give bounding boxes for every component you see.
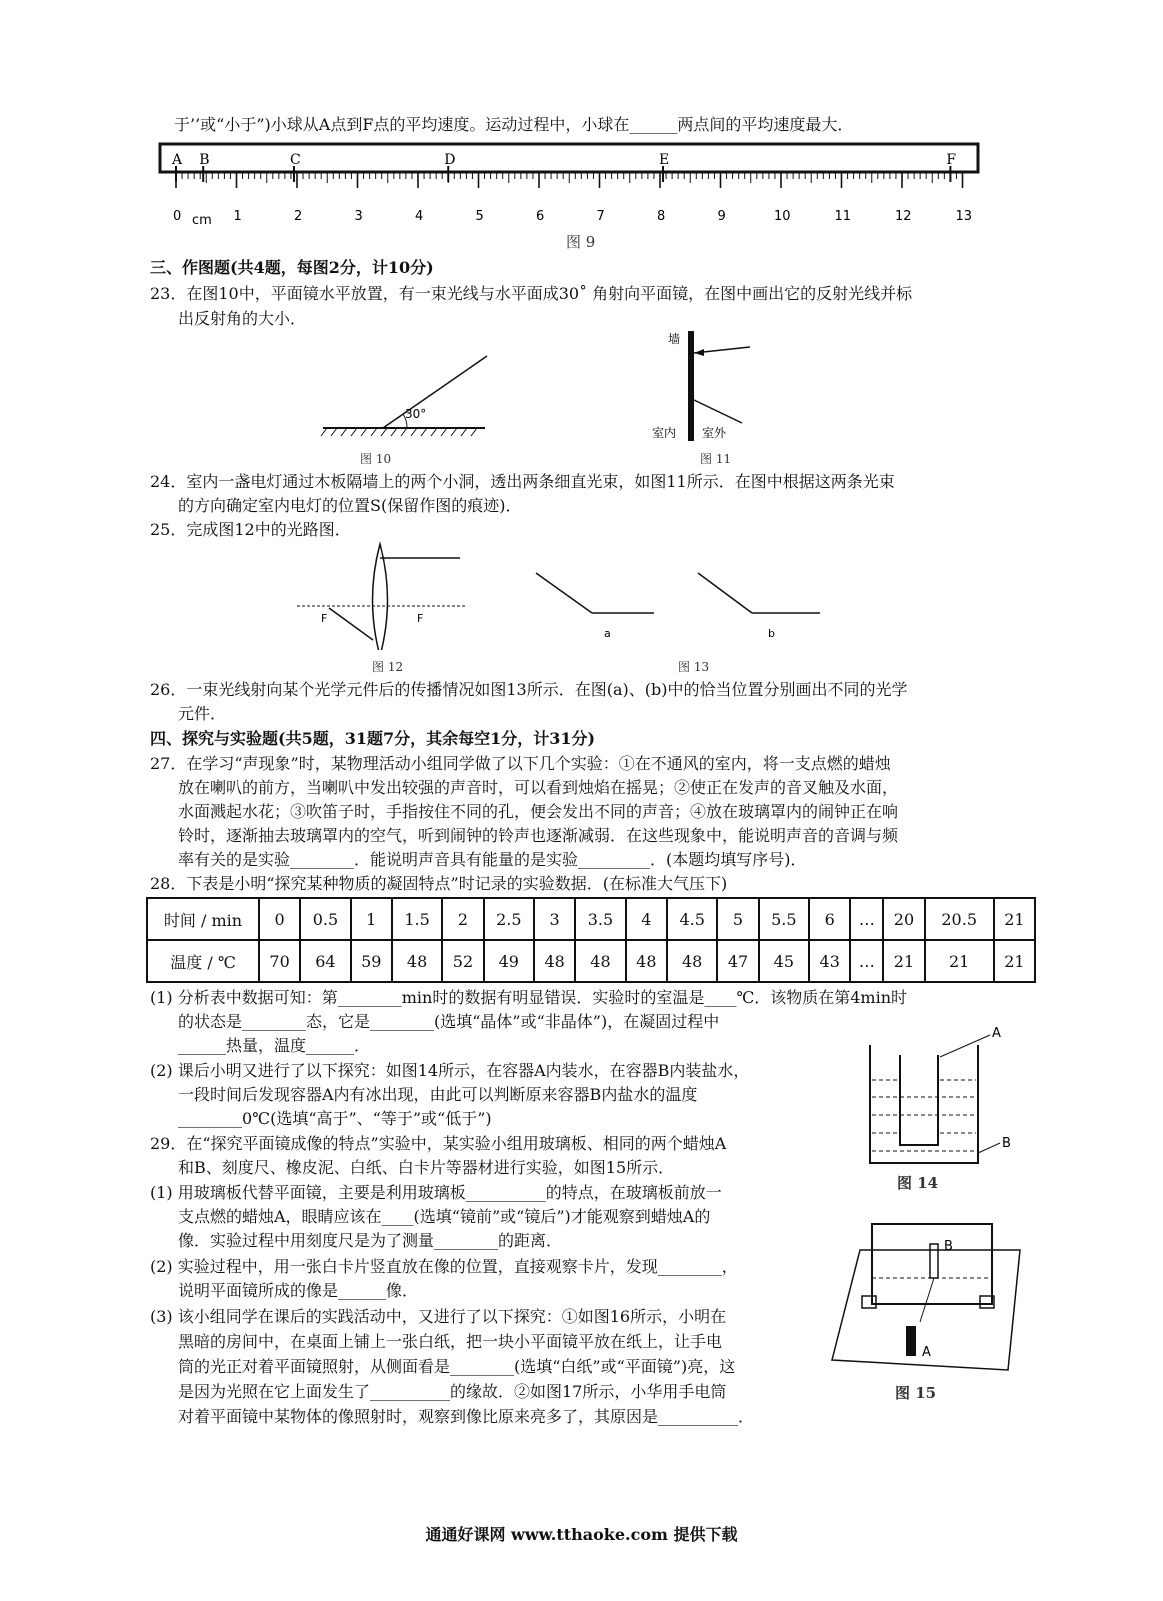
section3-title: 三、作图题(共4题，每图2分，计10分) <box>150 258 434 277</box>
ruler-unit-label: cm <box>192 213 212 228</box>
ruler-tick-label: 5 <box>475 209 484 224</box>
temperature-cell: 43 <box>809 940 850 982</box>
ruler-tick-label: 4 <box>415 209 424 224</box>
fig15-label-a: A <box>922 1345 931 1360</box>
focal-left-label: F <box>321 612 328 625</box>
ruler-point-label: F <box>946 152 957 168</box>
q28-2-line3: ________0℃(选填“高于”、“等于”或“低于”) <box>178 1109 492 1128</box>
q25-line: 25．完成图12中的光路图． <box>150 520 351 539</box>
fig11-outdoor-label: 室外 <box>702 426 727 440</box>
fig13-optics-diagram <box>530 565 830 645</box>
fig11-wall-label: 墙 <box>668 332 681 346</box>
sight-line <box>920 1278 934 1322</box>
fig13b-incident-ray <box>698 573 752 613</box>
q23-line1: 23．在图10中，平面镜水平放置，有一束光线与水平面成30˚ 角射向平面镜，在图中画出它的反射光线并标 <box>150 284 913 303</box>
fig13b-label: b <box>768 627 775 640</box>
label-line-a <box>940 1035 990 1057</box>
q24-line2: 的方向确定室内电灯的位置S(保留作图的痕迹)． <box>178 496 522 515</box>
fig10-mirror-diagram <box>315 350 495 440</box>
table-header-temperature: 温度 / ℃ <box>147 940 259 982</box>
time-cell: 4.5 <box>667 898 718 940</box>
temperature-cell: 48 <box>575 940 626 982</box>
time-cell: 4 <box>626 898 667 940</box>
fig15-label-b: B <box>944 1239 953 1254</box>
clay-left <box>862 1296 876 1308</box>
glass-plate <box>872 1224 992 1304</box>
q29-2-line2: 说明平面镜所成的像是______像． <box>178 1281 419 1300</box>
ruler-point-label: B <box>199 152 210 168</box>
fig9-caption: 图 9 <box>566 233 596 251</box>
temperature-cell: 49 <box>484 940 535 982</box>
temperature-cell: 48 <box>667 940 718 982</box>
ruler-tick-label: 1 <box>233 209 242 224</box>
q29-1-line3: 像．实验过程中用刻度尺是为了测量________的距离． <box>178 1231 563 1250</box>
q28-1-line2: 的状态是________态，它是________(选填“晶体”或“非晶体”)，在凝固过程中 <box>178 1012 720 1031</box>
q27-line3: 水面溅起水花；③吹笛子时，手指按住不同的孔，便会发出不同的声音；④放在玻璃罩内的闹钟正在响 <box>178 802 899 821</box>
q27-line1: 27．在学习“声现象”时，某物理活动小组同学做了以下几个实验：①在不通风的室内，将一支点燃的蜡烛 <box>150 754 891 773</box>
focal-right-label: F <box>417 612 424 625</box>
ruler-point-label: C <box>289 152 301 168</box>
temperature-cell: 45 <box>759 940 810 982</box>
fig11-wall-diagram <box>650 325 770 450</box>
q29-line1: 29．在“探究平面镜成像的特点”实验中，某实验小组用玻璃板、相同的两个蜡烛A <box>150 1134 727 1153</box>
ruler-tick-label: 7 <box>596 209 605 224</box>
temperature-cell: 48 <box>392 940 443 982</box>
time-cell: … <box>850 898 883 940</box>
q27-line4: 铃时，逐渐抽去玻璃罩内的空气，听到闹钟的铃声也逐渐减弱．在这些现象中，能说明声音的音调与频 <box>178 826 899 845</box>
q29-line2: 和B、刻度尺、橡皮泥、白纸、白卡片等器材进行实验，如图15所示． <box>178 1158 675 1177</box>
convex-lens <box>373 544 388 650</box>
ruler-tick-label: 9 <box>717 209 726 224</box>
ruler-tick-label: 2 <box>294 209 303 224</box>
ruler-tick-label: 10 <box>774 209 791 224</box>
label-line-b <box>978 1143 1000 1153</box>
time-cell: 6 <box>809 898 850 940</box>
ruler-point-label: D <box>444 152 456 168</box>
time-cell: 3 <box>534 898 575 940</box>
q29-1-line1: (1) 用玻璃板代替平面镜，主要是利用玻璃板__________的特点，在玻璃板前放一 <box>150 1183 722 1202</box>
time-cell: 0 <box>259 898 300 940</box>
q29-3-line4: 是因为光照在它上面发生了__________的缘故．②如图17所示，小华用手电筒 <box>178 1382 727 1401</box>
footer-source: 通通好课网 www.tthaoke.com 提供下载 <box>425 1525 738 1544</box>
fig14-label-b: B <box>1002 1136 1011 1151</box>
ruler-top-bar <box>160 144 978 172</box>
temperature-cell: … <box>850 940 883 982</box>
q28-2-line1: (2) 课后小明又进行了以下探究：如图14所示，在容器A内装水，在容器B内装盐水， <box>150 1061 750 1080</box>
candle-b <box>930 1244 938 1278</box>
temperature-cell: 21 <box>925 940 994 982</box>
q29-3-line5: 对着平面镜中某物体的像照射时，观察到像比原来亮多了，其原因是__________． <box>178 1407 755 1426</box>
time-cell: 5 <box>717 898 758 940</box>
q27-line5: 率有关的是实验________．能说明声音具有能量的是实验_________．(本题均填写序号)． <box>178 850 807 869</box>
time-cell: 3.5 <box>575 898 626 940</box>
mirror-hatching <box>321 428 477 436</box>
container-a <box>900 1055 938 1145</box>
fig14-container-diagram <box>860 1025 1035 1170</box>
q29-3-line2: 黑暗的房间中，在桌面上铺上一张白纸，把一块小平面镜平放在纸上，让手电 <box>178 1332 723 1351</box>
ruler-tick-label: 12 <box>895 209 912 224</box>
table-row-time <box>147 898 1035 940</box>
temperature-cell: 47 <box>717 940 758 982</box>
ruler-figure-9 <box>158 142 988 232</box>
q29-2-line1: (2) 实验过程中，用一张白卡片竖直放在像的位置，直接观察卡片，发现________， <box>150 1257 738 1276</box>
fig13a-label: a <box>604 627 611 640</box>
fig14-caption: 图 14 <box>897 1174 939 1192</box>
fig15-caption: 图 15 <box>895 1384 937 1402</box>
q26-line1: 26．一束光线射向某个光学元件后的传播情况如图13所示．在图(a)、(b)中的恰当位置分别画出不同的光学 <box>150 680 908 699</box>
fig14-label-a: A <box>992 1026 1001 1041</box>
temperature-cell: 48 <box>626 940 667 982</box>
q24-line1: 24．室内一盏电灯通过木板隔墙上的两个小洞，透出两条细直光束，如图11所示．在图中根据这两条光束 <box>150 472 895 491</box>
fig13a-incident-ray <box>536 573 592 613</box>
light-beam-lower <box>694 400 742 423</box>
ruler-tick-label: 6 <box>536 209 545 224</box>
solidification-data-table <box>146 897 1036 983</box>
table-row-temperature <box>147 940 1035 982</box>
fig13-caption: 图 13 <box>678 660 710 674</box>
wall <box>688 331 694 441</box>
q28-1-line1: (1) 分析表中数据可知：第________min时的数据有明显错误．实验时的室温是____℃．该物质在第4min时 <box>150 988 908 1007</box>
ruler-tick-label: 3 <box>354 209 363 224</box>
temperature-cell: 48 <box>534 940 575 982</box>
ruler-tick-label: 0 <box>173 209 182 224</box>
time-cell: 20.5 <box>925 898 994 940</box>
ruler-point-label: E <box>659 152 670 168</box>
q26-line2: 元件． <box>178 704 227 723</box>
ruler-tick-label: 8 <box>657 209 666 224</box>
q27-line2: 放在喇叭的前方，当喇叭中发出较强的声音时，可以看到烛焰在摇晃；②使正在发声的音叉触及水面， <box>178 778 899 797</box>
q28-2-line2: 一段时间后发现容器A内有冰出现，由此可以判断原来容器B内盐水的温度 <box>178 1085 698 1104</box>
ruler-point-label: A <box>172 152 183 168</box>
time-cell: 20 <box>883 898 924 940</box>
section4-title: 四、探究与实验题(共5题，31题7分，其余每空1分，计31分) <box>150 729 596 748</box>
liquid-levels <box>872 1080 976 1151</box>
table-header-time: 时间 / min <box>147 898 259 940</box>
temperature-cell: 52 <box>442 940 483 982</box>
fig12-caption: 图 12 <box>372 660 404 674</box>
time-cell: 0.5 <box>300 898 351 940</box>
temperature-cell: 59 <box>351 940 392 982</box>
q23-line2: 出反射角的大小． <box>178 309 307 328</box>
ruler-tick-label: 11 <box>834 209 852 224</box>
fig15-mirror-experiment <box>830 1210 1035 1380</box>
fig10-caption: 图 10 <box>360 452 392 466</box>
time-cell: 2 <box>442 898 483 940</box>
q29-3-line1: (3) 该小组同学在课后的实践活动中，又进行了以下探究：①如图16所示，小明在 <box>150 1307 727 1326</box>
fig12-lens-diagram <box>295 540 475 650</box>
fig11-caption: 图 11 <box>700 452 732 466</box>
incident-ray <box>383 356 487 428</box>
q29-1-line2: 支点燃的蜡烛A，眼睛应该在____(选填“镜前”或“镜后”)才能观察到蜡烛A的 <box>178 1207 711 1226</box>
temperature-cell: 21 <box>883 940 924 982</box>
beam-arrow-upper <box>694 349 704 356</box>
time-cell: 5.5 <box>759 898 810 940</box>
fig11-indoor-label: 室内 <box>652 426 677 440</box>
candle-a <box>906 1326 916 1356</box>
ruler-tick-label: 13 <box>955 209 973 224</box>
time-cell: 2.5 <box>484 898 535 940</box>
time-cell: 21 <box>994 898 1035 940</box>
fig10-angle-label: 30° <box>405 407 427 421</box>
temperature-cell: 70 <box>259 940 300 982</box>
q28-1-line3: ______热量，温度______． <box>178 1036 371 1055</box>
temperature-cell: 21 <box>994 940 1035 982</box>
time-cell: 1.5 <box>392 898 443 940</box>
time-cell: 1 <box>351 898 392 940</box>
q28-title: 28．下表是小明“探究某种物质的凝固特点”时记录的实验数据．(在标准大气压下) <box>150 874 728 893</box>
q22-tail-line: 于’’或“小于”)小球从A点到F点的平均速度。运动过程中，小球在______两点间的平均速度最大． <box>174 115 854 134</box>
temperature-cell: 64 <box>300 940 351 982</box>
q29-3-line3: 筒的光正对着平面镜照射，从侧面看是________(选填“白纸”或“平面镜”)亮，这 <box>178 1357 736 1376</box>
focal-ray <box>329 608 373 640</box>
